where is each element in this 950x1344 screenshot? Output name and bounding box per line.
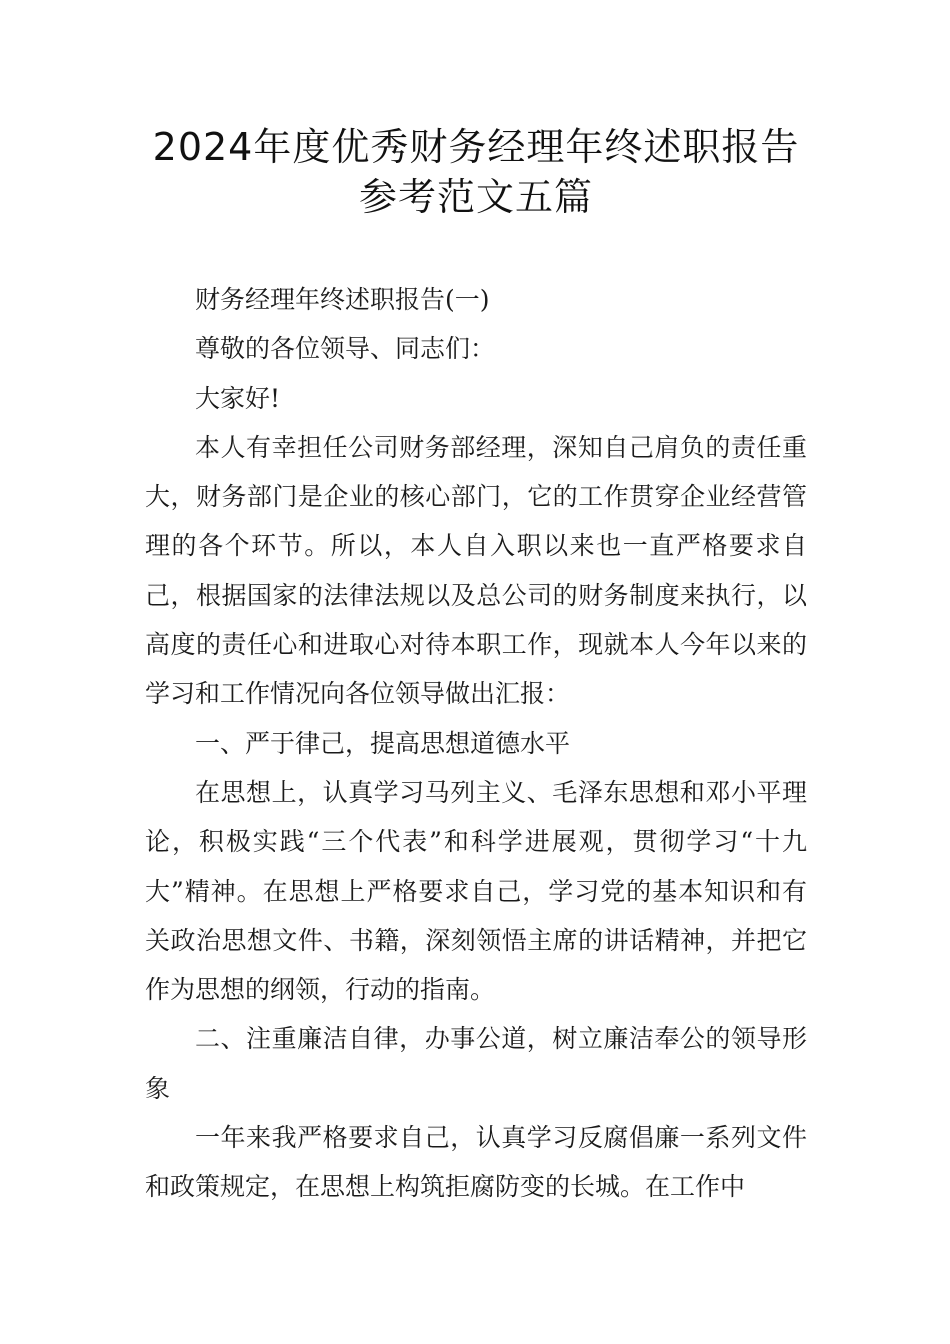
paragraph-section-2: 一年来我严格要求自己，认真学习反腐倡廉一系列文件和政策规定，在思想上构筑拒腐防变的长城。在工作中 [145,1123,807,1202]
paragraph-section-1: 在思想上，认真学习马列主义、毛泽东思想和邓小平理论，积极实践“三个代表”和科学进展观，贯彻学习“十九大”精神。在思想上严格要求自己，学习党的基本知识和有关政治思想文件、书籍，深刻领悟主席的讲话精神，并把它作为思想的纲领，行动的指南。 [145,777,807,1005]
document-body [145,275,807,1212]
paragraph-introduction: 本人有幸担任公司财务部经理，深知自己肩负的责任重大，财务部门是企业的核心部门，它的工作贯穿企业经营管理的各个环节。所以，本人自入职以来也一直严格要求自己，根据国家的法律法规以及总公司的财务制度来执行，以高度的责任心和进取心对待本职工作，现就本人今年以来的学习和工作情况向各位领导做出汇报： [145,432,807,709]
section-heading-2: 二、注重廉洁自律，办事公道，树立廉洁奉公的领导形象 [145,1024,807,1103]
section-heading-1: 一、严于律己，提高思想道德水平 [195,728,571,758]
paragraph-salutation: 尊敬的各位领导、同志们： [195,334,496,364]
document-title: 2024年度优秀财务经理年终述职报告参考范文五篇 [152,125,800,219]
paragraph-greeting: 大家好! [195,383,281,413]
paragraph-report-heading: 财务经理年终述职报告(一) [195,285,490,314]
